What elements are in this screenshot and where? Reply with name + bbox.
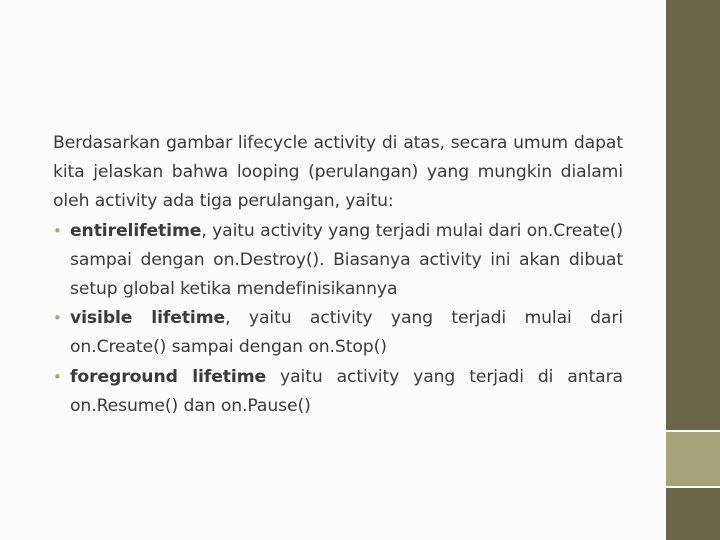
slide-body	[53, 129, 623, 421]
bullet-icon: •	[53, 221, 62, 240]
intro-paragraph: Berdasarkan gambar lifecycle activity di atas, secara umum dapat kita jelaskan bahwa looping (perulangan) yang mungkin dialami oleh activity ada tiga perulangan, yaitu:	[53, 133, 623, 212]
description-entire-lifetime: , yaitu activity yang terjadi mulai dari on.Create() sampai dengan on.Destroy(). Biasanya activity ini akan dibuat setup global ketika mendefinisikannya	[70, 220, 623, 300]
list-item-foreground-lifetime	[53, 363, 623, 421]
bullet-icon: •	[53, 309, 62, 328]
list-item-visible-lifetime	[53, 304, 623, 362]
term-entire-lifetime: entirelifetime	[70, 220, 202, 241]
description-foreground-lifetime: yaitu activity yang terjadi di antara on.Resume() dan on.Pause()	[70, 366, 623, 416]
lifetime-list	[53, 217, 623, 421]
sidebar-accent-block	[666, 432, 720, 486]
sidebar-accent-divider-bottom	[666, 486, 720, 488]
list-item-entire-lifetime	[53, 217, 623, 305]
description-visible-lifetime: , yaitu activity yang terjadi mulai dari on.Create() sampai dengan on.Stop()	[70, 308, 624, 358]
bullet-icon: •	[53, 367, 62, 386]
term-visible-lifetime: visible lifetime	[70, 308, 226, 329]
term-foreground-lifetime: foreground lifetime	[70, 366, 267, 387]
